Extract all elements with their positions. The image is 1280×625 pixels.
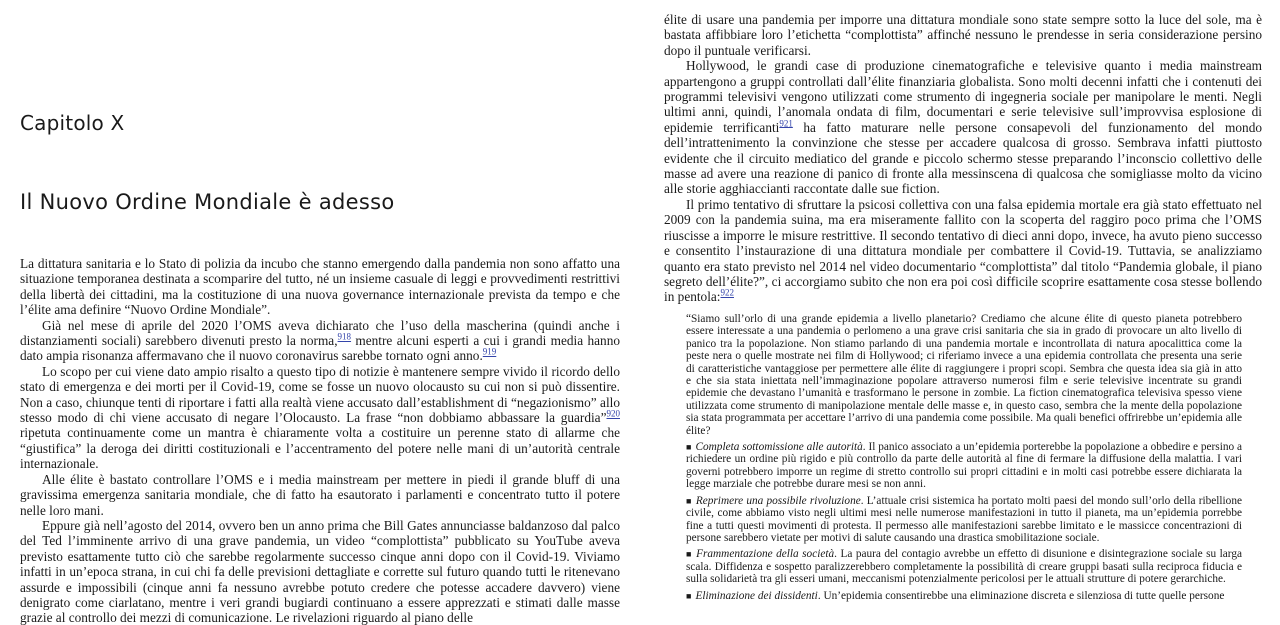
bullet-item [686, 441, 1242, 491]
block-quote [686, 313, 1242, 606]
bullet-item [686, 590, 1242, 602]
paragraph-text: Lo scopo per cui viene dato ampio risalto a questo tipo di notizie è mantenere sempre vivido il ricordo dello stato di emergenza e dei morti per il Covid-19, come se fosse un nuovo olocausto su cui non si può dissentire. Non a caso, chiunque tenti di riportare i fatti alla realtà viene accusato dall’establishment di “negazionismo” allo stesso modo di chi viene accusato di negare l’Olocausto. La frase “non dobbiamo abbassare la guardia” [20, 363, 620, 426]
right-body-text [664, 12, 1262, 305]
footnote-link-919[interactable]: 919 [482, 347, 497, 358]
bullet-text: . Un’epidemia consentirebbe una eliminazione discreta e silenziosa di tutte quelle persone [817, 589, 1225, 602]
paragraph-text: Hollywood, le grandi case di produzione cinematografiche e televisive quanto i media mainstream appartengono a gruppi controllati dall’élite finanziaria globalista. Sono molti decenni infatti che i contenuti dei programmi televisivi vengono utilizzati come strumento di ingegneria sociale per manipolare le menti. Negli ultimi anni, quindi, l’anomala ondata di film, documentari e serie televisive sull’improvvisa esplosione di epidemie terrificanti [664, 58, 1262, 135]
bullet-square-icon: ■ [686, 442, 692, 453]
paragraph [20, 318, 620, 364]
right-page [640, 0, 1280, 625]
paragraph: élite di usare una pandemia per imporre una dittatura mondiale sono state sempre sotto la luce del sole, ma è bastata affibbiare loro l’etichetta “complottista” affinché nessuno le prendesse in seria considerazione persino dopo il puntuale verificarsi. [664, 12, 1262, 58]
bullet-text: . La paura del contagio avrebbe un effetto di disunione e disintegrazione sociale su larga scala. Diffidenza e sospetto paralizzerebbero completamente la possibilità di creare gruppi basati sulla reciproca fiducia e sulla solidarietà tra gli esseri umani, meccanismi potenzialmente pericolosi per le attuali strutture di potere gerarchiche. [686, 548, 1242, 586]
paragraph-text: Il primo tentativo di sfruttare la psicosi collettiva con una falsa epidemia mortale era già stato effettuato nel 2009 con la pandemia suina, ma era miseramente fallito con la scoperta del raggiro poco prima che l’OMS riuscisse a imporre le misure restrittive. Il secondo tentativo di dieci anni dopo, invece, ha avuto pieno successo e consentito l’instaurazione di una dittatura mondiale per combattere il Covid-19. Tuttavia, se analizziamo quanto era stato previsto nel 2014 nel video documentario “complottista” dal titolo “Pandemia globale, il piano segreto dell’élite?”, ci accorgiamo subito che non era poi così difficile scoprire esattamente cosa stesse bollendo in pentola: [664, 196, 1262, 305]
paragraph: Alle élite è bastato controllare l’OMS e i media mainstream per mettere in piedi il grande bluff di una gravissima emergenza sanitaria mondiale, che di fatto ha esautorato i parlamenti e concentrato tutto il potere nelle loro mani. [20, 471, 620, 518]
footnote-link-921[interactable]: 921 [779, 118, 793, 129]
quote-intro: “Siamo sull’orlo di una grande epidemia a livello planetario? Crediamo che alcune élite di questo pianeta potrebbero essere interessate a una pandemia o perlomeno a una grave crisi sanitaria che sia in grado di provocare un alto livello di panico tra la popolazione. Non stiamo parlando di una pandemia mortale e incontrollata di natura apocalittica come la peste nera o quelle mostrate nei film di Hollywood; ci riferiamo invece a una epidemia controllata che presenta una serie di caratteristiche vantaggiose per permettere alle élite di raggiungere i propri scopi. Sembra che questa idea sia già in atto e che sia stata iniettata nell’immaginazione popolare attraverso numerosi film e serie televisive incentrate su grandi epidemie che devastano l’umanità e trasformano le persone in zombie. La fiction cinematografica televisiva spesso viene utilizzata come strumento di manipolazione mentale delle masse e, in questo caso, sembra che la mente della popolazione sia stata programmata per accettare l’arrivo di una pandemia come possibile. Ma quali benefici offrirebbe un’epidemia alle élite? [686, 313, 1242, 437]
footnote-link-918[interactable]: 918 [337, 331, 352, 342]
bullet-lead: Reprimere una possibile rivoluzione [695, 494, 861, 507]
footnote-link-922[interactable]: 922 [720, 287, 734, 298]
footnote-link-920[interactable]: 920 [606, 408, 620, 419]
bullet-item [686, 548, 1242, 585]
bullet-lead: Completa sottomissione alle autorità [695, 441, 863, 454]
bullet-lead: Frammentazione della società [696, 548, 835, 561]
bullet-square-icon: ■ [686, 590, 692, 601]
paragraph: La dittatura sanitaria e lo Stato di polizia da incubo che stanno emergendo dalla pandemia non sono affatto una situazione temporanea destinata a scomparire del tutto, né un insieme casuale di leggi e provvedimenti restrittivi della libertà dei cittadini, ma la costituzione di una nuova governance internazionale prevista da tempo e che l’élite ama definire “Nuovo Ordine Mondiale”. [20, 256, 620, 318]
bullet-text: . Il panico associato a un’epidemia porterebbe la popolazione a obbedire e persino a richiedere un ordine più rigido e più controllo da parte delle autorità al fine di fermare la diffusione della malattia. I vari governi potrebbero imporre un regime di stretto controllo sui propri cittadini e in molti casi potrebbe essere dichiarata la legge marziale che potrebbe durare mesi se non anni. [686, 441, 1243, 491]
paragraph-text: ripetuta continuamente come un mantra è chiaramente volta a costituire un perenne stato di allarme che “giustifica” la deroga dei diritti costituzionali e l’accentramento del potere nelle mani di un’autorità centrale internazionale. [20, 425, 620, 472]
chapter-title: Il Nuovo Ordine Mondiale è adesso [20, 190, 395, 214]
paragraph: Eppure già nell’agosto del 2014, ovvero ben un anno prima che Bill Gates annunciasse baldanzoso dal palco del Ted l’imminente arrivo di una grave pandemia, un video “complottista” pubblicato su YouTube aveva previsto esattamente tutto ciò che sarebbe regolarmente successo cinque anni dopo con il Covid-19. Viviamo infatti in un’epoca strana, in cui chi fa delle previsioni dettagliate e corrette sul futuro quando tutti le ritenevano assurde e impossibili (cinque anni fa nessuno avrebbe potuto credere che potesse accadere davvero) viene denigrato come ciarlatano, mentre i veri grandi bugiardi continuano a essere apprezzati e stimati dalle masse grazie al controllo dei mezzi di comunicazione. Le rivelazioni riguardo al piano delle [20, 517, 620, 625]
paragraph-text: Già nel mese di aprile del 2020 l’OMS aveva dichiarato che l’uso della mascherina (quindi anche i distanziamenti sociali) sarebbero divenuti presto la norma, [20, 317, 620, 349]
bullet-square-icon: ■ [686, 495, 692, 506]
paragraph [664, 197, 1262, 305]
chapter-label: Capitolo X [20, 111, 125, 135]
bullet-lead: Eliminazione dei dissidenti [695, 589, 818, 602]
paragraph-text: ha fatto maturare nelle persone consapevoli del funzionamento del mondo dell’intrattenimento la convinzione che stesse per accadere qualcosa di grosso. Sembrava infatti piuttosto evidente che il circuito mediatico del grande e piccolo schermo stesse preparando l’inconscio collettivo delle masse ad avere una reazione di panico di fronte alla messinscena di qualcosa che somigliasse molto da vicino alle storie agghiaccianti raccontate dalle sue fiction. [664, 119, 1262, 197]
paragraph [20, 364, 620, 472]
left-body-text [20, 256, 620, 625]
bullet-text: . L’attuale crisi sistemica ha portato molti paesi del mondo sull’orlo della ribellione civile, come abbiamo visto negli ultimi mesi nelle numerose manifestazioni in tutto il pianeta, ma un’epidemia porrebbe fine a tutti questi movimenti di protesta. Il permesso alle manifestazioni sarebbe limitato e le massicce concentrazioni di persone sarebbero vietate per motivi di salute causando una drastica smobilitazione sociale. [686, 494, 1242, 544]
paragraph [664, 58, 1262, 197]
bullet-square-icon: ■ [686, 549, 693, 560]
bullet-item [686, 495, 1242, 545]
paragraph-text: mentre alcuni esperti a cui i grandi media hanno dato ampia risonanza affermavano che il nuovo coronavirus sarebbe tornato ogni anno. [20, 333, 621, 364]
